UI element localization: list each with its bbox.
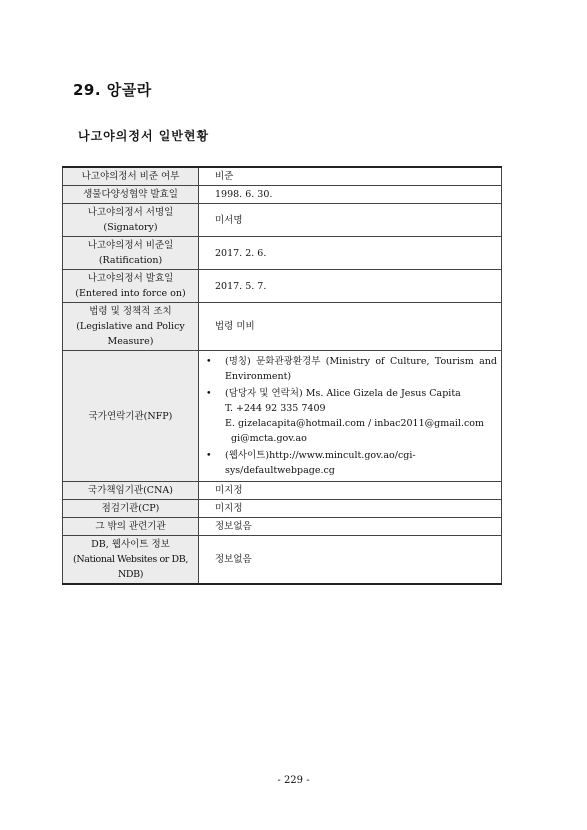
general-status-table — [62, 166, 502, 585]
legislative-value: 법령 미비 — [199, 303, 502, 351]
ratification-label-ko: 나고야의정서 비준일 — [87, 240, 174, 251]
list-item — [205, 354, 497, 384]
cp-value: 미지정 — [199, 500, 502, 518]
table-row — [63, 186, 502, 204]
ratification-value: 2017. 2. 6. — [199, 237, 502, 270]
legislative-label — [63, 303, 199, 351]
page-number: - 229 - — [277, 775, 310, 786]
nfp-contact-person: (담당자 및 연락처) Ms. Alice Gizela de Jesus Capita — [225, 388, 461, 399]
ratification-label-en: (Ratification) — [98, 255, 163, 266]
cna-value: 미지정 — [199, 482, 502, 500]
table-row — [63, 536, 502, 585]
section-title: 나고야의정서 일반현황 — [78, 129, 210, 143]
bullet-icon: • — [206, 388, 212, 399]
ratification-status-value: 비준 — [199, 167, 502, 186]
nfp-email: E. gizelacapita@hotmail.com / inbac2011@gmail.com — [225, 418, 485, 429]
db-label-ko: DB, 웹사이트 정보 — [91, 539, 170, 550]
entry-into-force-label-ko: 나고야의정서 발효일 — [87, 273, 174, 284]
signatory-label — [63, 204, 199, 237]
signatory-label-ko: 나고야의정서 서명일 — [87, 207, 174, 218]
bullet-icon: • — [206, 356, 212, 367]
page-title: 29. 앙골라 — [73, 81, 152, 99]
other-value: 정보없음 — [199, 518, 502, 536]
legislative-label-en1: (Legislative and Policy — [76, 321, 185, 332]
cbd-effective-value: 1998. 6. 30. — [199, 186, 502, 204]
other-label: 그 밖의 관련기관 — [63, 518, 199, 536]
db-label — [63, 536, 199, 585]
bullet-icon: • — [206, 450, 212, 461]
ratification-label — [63, 237, 199, 270]
nfp-list — [205, 354, 497, 478]
nfp-label: 국가연락기관(NFP) — [63, 351, 199, 482]
table-row — [63, 237, 502, 270]
nfp-email2: gi@mcta.gov.ao — [231, 433, 307, 444]
entry-into-force-label — [63, 270, 199, 303]
ratification-status-label: 나고야의정서 비준 여부 — [63, 167, 199, 186]
table-row — [63, 482, 502, 500]
nfp-website: (웹사이트)http://www.mincult.gov.ao/cgi-sys/defaultwebpage.cg — [225, 450, 416, 476]
list-item — [205, 448, 497, 478]
table-row — [63, 167, 502, 186]
table-row — [63, 204, 502, 237]
entry-into-force-value: 2017. 5. 7. — [199, 270, 502, 303]
signatory-value: 미서명 — [199, 204, 502, 237]
db-value: 정보없음 — [199, 536, 502, 585]
nfp-tel: T. +244 92 335 7409 — [225, 403, 326, 414]
table-row — [63, 518, 502, 536]
entry-into-force-label-en: (Entered into force on) — [75, 288, 186, 299]
nfp-name: (명칭) 문화관광환경부 (Ministry of Culture, Tourism and Environment) — [225, 356, 497, 382]
db-label-en: (National Websites or DB, NDB) — [73, 554, 188, 580]
table-row — [63, 500, 502, 518]
signatory-label-en: (Signatory) — [103, 222, 158, 233]
table-row — [63, 303, 502, 351]
legislative-label-en2: Measure) — [107, 336, 154, 347]
nfp-value — [199, 351, 502, 482]
legislative-label-ko: 법령 및 정책적 조치 — [89, 306, 172, 317]
list-item — [205, 386, 497, 446]
table-row — [63, 351, 502, 482]
cp-label: 점검기관(CP) — [63, 500, 199, 518]
table-row — [63, 270, 502, 303]
cna-label: 국가책임기관(CNA) — [63, 482, 199, 500]
cbd-effective-label: 생물다양성협약 발효일 — [63, 186, 199, 204]
